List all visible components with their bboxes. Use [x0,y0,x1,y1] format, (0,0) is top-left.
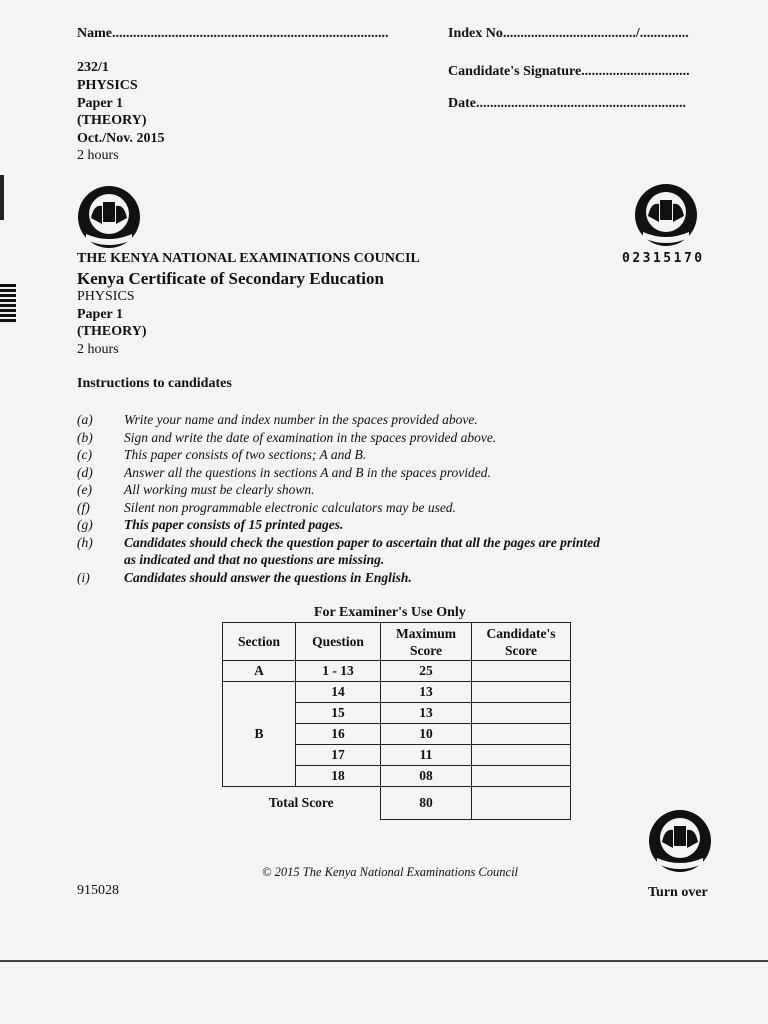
header-maximum-score: Maximum Score [381,623,472,661]
list-item: (h) Candidates should check the question paper to ascertain that all the pages are printed [77,534,600,550]
turn-over: Turn over [648,885,708,900]
max-score-cell: 13 [381,682,472,703]
header-candidate-score: Candidate's Score [472,623,571,661]
list-item: (f) Silent non programmable electronic calculators may be used. [77,499,456,515]
list-item: (c) This paper consists of two sections; A and B. [77,447,367,462]
table-row [223,623,571,661]
candidate-score-cell[interactable] [472,703,571,724]
coat-of-arms-footer-icon [647,808,713,874]
council-paper: Paper 1 [77,307,124,322]
coat-of-arms-right-icon [633,182,699,248]
question-cell: 15 [296,703,381,724]
section-cell: B [223,682,296,787]
table-row [223,661,571,682]
question-cell: 1 - 13 [296,661,381,682]
candidate-score-cell[interactable] [472,724,571,745]
candidate-score-cell[interactable] [472,745,571,766]
total-label: Total Score [268,795,334,811]
index-field: Index No....................................../.............. [448,26,689,41]
max-score-cell: 10 [381,724,472,745]
max-score-cell: 13 [381,703,472,724]
instructions-list [77,412,717,587]
list-item: (i) Candidates should answer the questions in English. [77,569,412,585]
candidate-score-cell[interactable] [472,682,571,703]
paper-subject: PHYSICS [77,78,138,93]
serial-number: 02315170 [622,251,705,266]
signature-field: Candidate's Signature............................... [448,64,690,79]
table-row [223,682,571,703]
list-item: (a) Write your name and index number in the spaces provided above. [77,412,478,427]
list-item: (d) Answer all the questions in sections A and B in the spaces provided. [77,464,491,480]
candidate-score-cell[interactable] [472,661,571,682]
question-cell: 18 [296,766,381,787]
header-question: Question [296,623,381,661]
binding-mark [0,175,4,220]
list-item: as indicated and that no questions are missing. [124,552,385,567]
section-cell: A [223,661,296,682]
council-theory: (THEORY) [77,324,147,339]
list-item: (e) All working must be clearly shown. [77,482,315,497]
footer-code: 915028 [77,883,119,898]
paper-code: 232/1 [77,60,109,75]
copyright: © 2015 The Kenya National Examinations Council [262,865,519,879]
certificate-title: Kenya Certificate of Secondary Education [77,269,384,288]
date-field: Date............................................................ [448,96,686,111]
total-max-cell: 80 [381,787,472,820]
council-name: THE KENYA NATIONAL EXAMINATIONS COUNCIL [77,251,420,266]
table-row [223,787,571,820]
paper-duration: 2 hours [77,148,119,163]
question-cell: 16 [296,724,381,745]
max-score-cell: 08 [381,766,472,787]
council-duration: 2 hours [77,342,119,357]
paper-number: Paper 1 [77,96,124,111]
table-title: For Examiner's Use Only [314,605,466,620]
question-cell: 17 [296,745,381,766]
candidate-score-cell[interactable] [472,766,571,787]
paper-session: Oct./Nov. 2015 [77,131,165,146]
header-section: Section [223,623,296,661]
list-item: (b) Sign and write the date of examination in the spaces provided above. [77,429,497,445]
name-field: Name............................................................................... [77,26,389,41]
max-score-cell: 11 [381,745,472,766]
question-cell: 14 [296,682,381,703]
examiner-table [222,622,571,820]
max-score-cell: 25 [381,661,472,682]
instructions-heading: Instructions to candidates [77,376,232,391]
total-candidate-cell[interactable] [472,787,571,820]
council-subject: PHYSICS [77,289,135,304]
barcode-mark [0,284,16,324]
list-item: (g) This paper consists of 15 printed pages. [77,517,344,532]
paper-theory: (THEORY) [77,113,147,128]
bottom-rule [0,960,768,962]
coat-of-arms-left-icon [76,184,142,250]
